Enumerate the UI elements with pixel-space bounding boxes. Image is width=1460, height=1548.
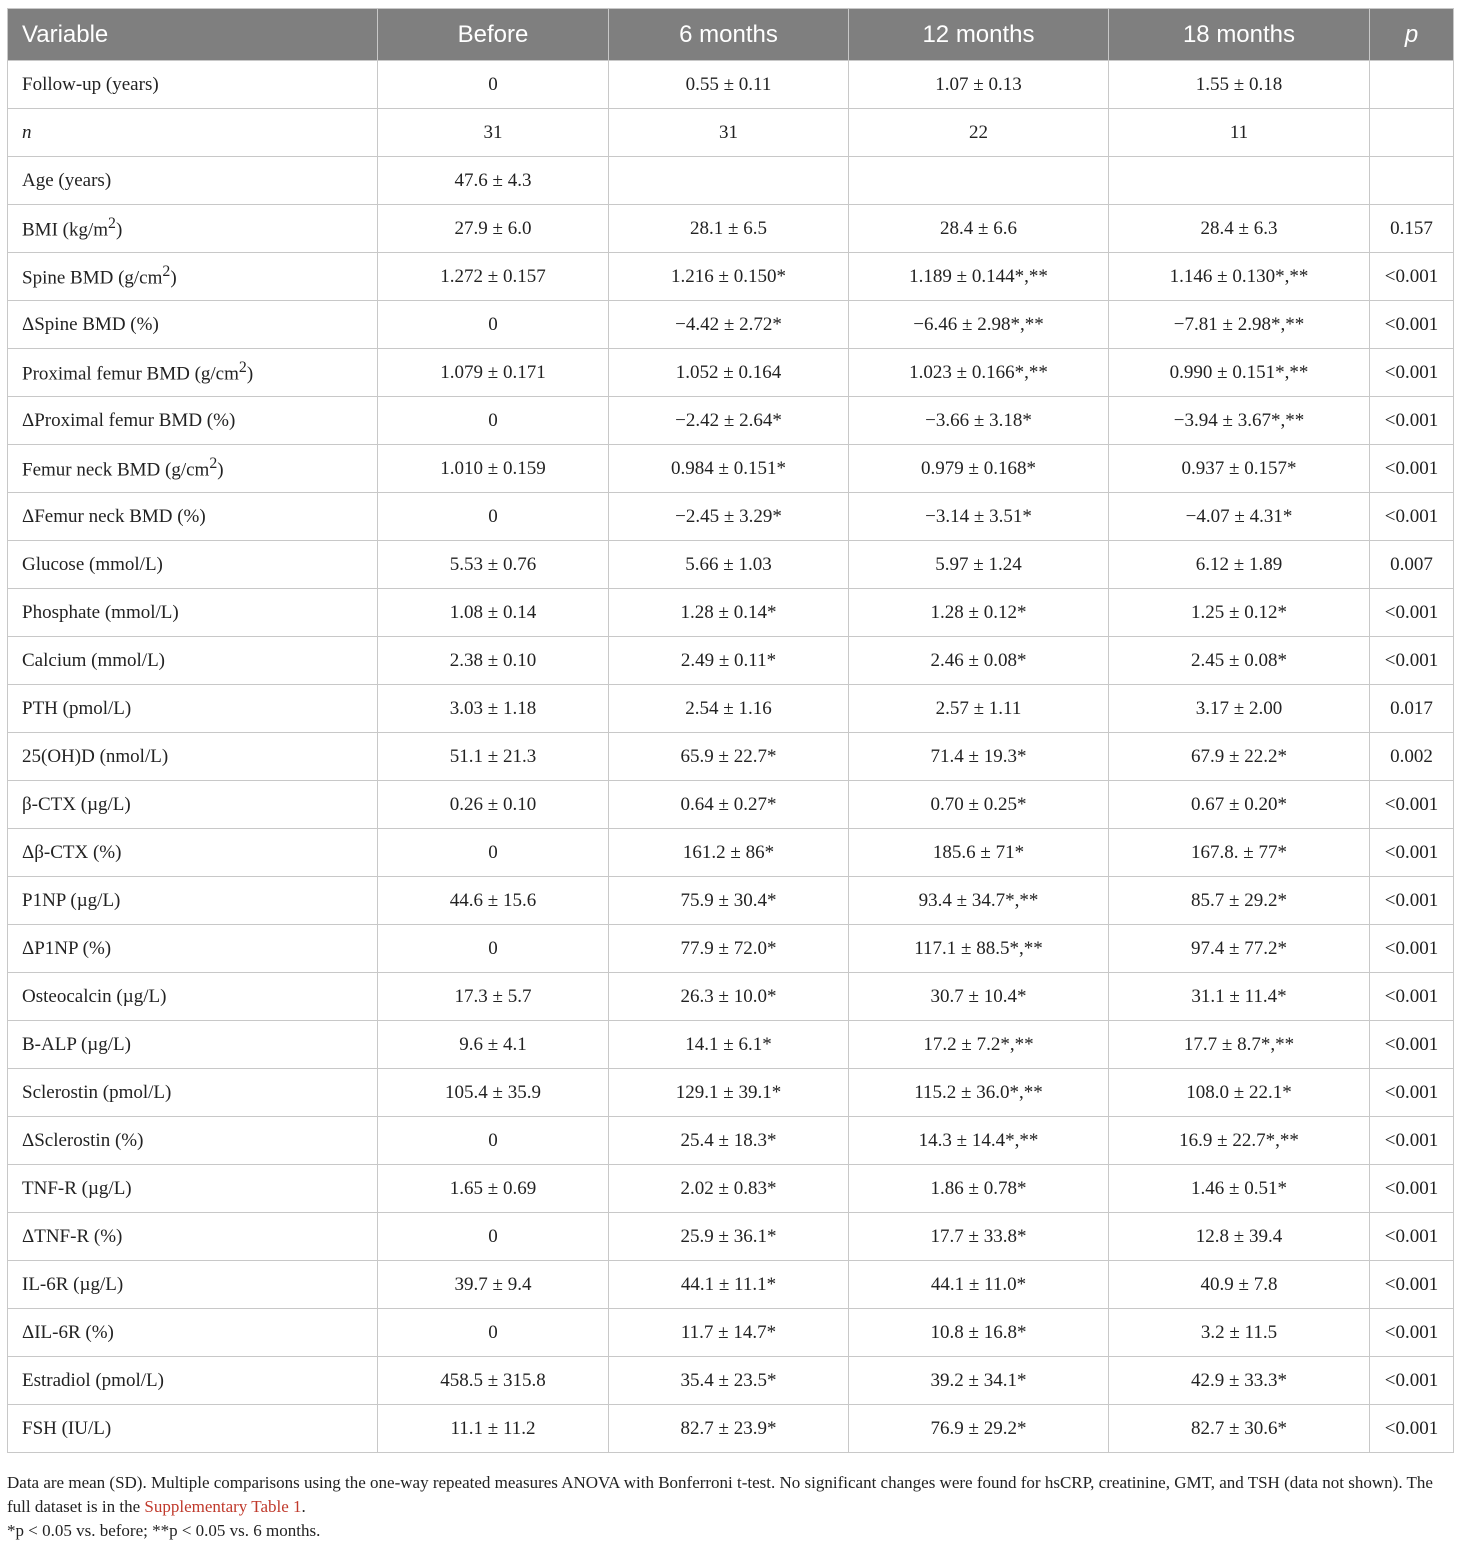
cell-12-months: 10.8 ± 16.8* [849,1309,1109,1357]
variable-label: PTH (pmol/L) [22,697,132,719]
cell-6-months: 1.052 ± 0.164 [609,349,849,397]
cell-18-months: 1.46 ± 0.51* [1109,1165,1370,1213]
cell-p-value: <0.001 [1370,301,1454,349]
cell-p-value: <0.001 [1370,973,1454,1021]
cell-before: 1.010 ± 0.159 [378,445,609,493]
cell-12-months: 185.6 ± 71* [849,829,1109,877]
table-row [8,397,1454,445]
cell-6-months: 2.49 ± 0.11* [609,637,849,685]
cell-before: 1.272 ± 0.157 [378,253,609,301]
cell-p-value: <0.001 [1370,253,1454,301]
table-row [8,109,1454,157]
cell-12-months: −3.14 ± 3.51* [849,493,1109,541]
cell-p-value: <0.001 [1370,877,1454,925]
results-table-container [7,8,1453,1453]
header-p-value: p [1370,9,1454,61]
cell-before: 0 [378,1117,609,1165]
cell-6-months: −4.42 ± 2.72* [609,301,849,349]
cell-variable [8,1261,378,1309]
cell-before: 27.9 ± 6.0 [378,205,609,253]
variable-label: ΔIL-6R (%) [22,1321,114,1343]
cell-p-value: 0.007 [1370,541,1454,589]
table-row [8,301,1454,349]
cell-18-months: 1.25 ± 0.12* [1109,589,1370,637]
variable-label: Follow-up (years) [22,73,159,95]
variable-label: ΔSclerostin (%) [22,1129,144,1151]
footnote-text: Data are mean (SD). Multiple comparisons using the one-way repeated measures ANOVA with Bonferroni t-test. No significant changes were found for hsCRP, creatinine, GMT, and TSH (data not shown). The full dataset is in the [7,1473,1433,1516]
footnote-text-end: . [301,1497,306,1516]
table-row [8,1357,1454,1405]
table-row [8,685,1454,733]
table-row [8,1117,1454,1165]
cell-variable [8,1021,378,1069]
cell-12-months: 0.70 ± 0.25* [849,781,1109,829]
cell-6-months [609,157,849,205]
cell-18-months: 1.55 ± 0.18 [1109,61,1370,109]
table-row [8,157,1454,205]
cell-p-value: <0.001 [1370,637,1454,685]
cell-18-months: 82.7 ± 30.6* [1109,1405,1370,1453]
cell-before: 3.03 ± 1.18 [378,685,609,733]
table-row [8,1309,1454,1357]
cell-6-months: 26.3 ± 10.0* [609,973,849,1021]
cell-p-value: <0.001 [1370,1021,1454,1069]
cell-6-months: 25.9 ± 36.1* [609,1213,849,1261]
cell-12-months: 1.023 ± 0.166*,** [849,349,1109,397]
variable-unit-superscript: 2 [238,359,247,377]
cell-variable [8,541,378,589]
cell-18-months: 6.12 ± 1.89 [1109,541,1370,589]
table-header-row [8,9,1454,61]
cell-p-value: <0.001 [1370,1213,1454,1261]
cell-variable [8,637,378,685]
cell-6-months: 161.2 ± 86* [609,829,849,877]
cell-variable [8,973,378,1021]
cell-before: 0 [378,493,609,541]
variable-label: IL-6R (µg/L) [22,1273,124,1295]
cell-p-value: <0.001 [1370,1117,1454,1165]
table-body [8,61,1454,1453]
cell-6-months: −2.42 ± 2.64* [609,397,849,445]
cell-18-months: 42.9 ± 33.3* [1109,1357,1370,1405]
cell-18-months: 0.990 ± 0.151*,** [1109,349,1370,397]
cell-12-months: 2.57 ± 1.11 [849,685,1109,733]
header-6-months: 6 months [609,9,849,61]
header-variable: Variable [8,9,378,61]
cell-6-months: 31 [609,109,849,157]
table-row [8,973,1454,1021]
cell-before: 51.1 ± 21.3 [378,733,609,781]
cell-before: 0 [378,301,609,349]
cell-6-months: 77.9 ± 72.0* [609,925,849,973]
cell-6-months: 0.55 ± 0.11 [609,61,849,109]
header-before: Before [378,9,609,61]
cell-before: 9.6 ± 4.1 [378,1021,609,1069]
cell-6-months: 65.9 ± 22.7* [609,733,849,781]
cell-12-months: 93.4 ± 34.7*,** [849,877,1109,925]
cell-p-value: <0.001 [1370,1261,1454,1309]
cell-before: 0 [378,829,609,877]
cell-p-value: <0.001 [1370,1309,1454,1357]
cell-12-months: 1.189 ± 0.144*,** [849,253,1109,301]
cell-variable [8,253,378,301]
variable-label: Estradiol (pmol/L) [22,1369,164,1391]
variable-label: Spine BMD (g/cm [22,267,163,289]
variable-label: ΔFemur neck BMD (%) [22,505,206,527]
cell-before: 0 [378,397,609,445]
cell-12-months: 44.1 ± 11.0* [849,1261,1109,1309]
cell-12-months: 76.9 ± 29.2* [849,1405,1109,1453]
variable-label: 25(OH)D (nmol/L) [22,745,169,767]
cell-before: 39.7 ± 9.4 [378,1261,609,1309]
cell-18-months: 12.8 ± 39.4 [1109,1213,1370,1261]
cell-before: 0 [378,925,609,973]
variable-label: ΔProximal femur BMD (%) [22,409,236,431]
cell-variable [8,493,378,541]
cell-18-months: 11 [1109,109,1370,157]
cell-p-value: <0.001 [1370,829,1454,877]
variable-unit-superscript: 2 [108,215,116,233]
cell-18-months: 167.8. ± 77* [1109,829,1370,877]
variable-label: BMI (kg/m [22,219,109,241]
cell-variable [8,1069,378,1117]
cell-12-months: −3.66 ± 3.18* [849,397,1109,445]
table-row [8,1069,1454,1117]
cell-variable [8,205,378,253]
cell-variable [8,1357,378,1405]
cell-6-months: 14.1 ± 6.1* [609,1021,849,1069]
cell-12-months: 22 [849,109,1109,157]
cell-18-months: 3.17 ± 2.00 [1109,685,1370,733]
table-footnote [7,1471,1453,1543]
supplementary-table-link[interactable]: Supplementary Table 1 [144,1497,302,1516]
variable-label: Phosphate (mmol/L) [22,601,179,623]
table-row [8,1021,1454,1069]
cell-p-value: <0.001 [1370,1405,1454,1453]
cell-before: 0 [378,1213,609,1261]
cell-variable [8,781,378,829]
footnote-methods [7,1471,1453,1519]
cell-6-months: 35.4 ± 23.5* [609,1357,849,1405]
cell-p-value: <0.001 [1370,1357,1454,1405]
cell-12-months: 71.4 ± 19.3* [849,733,1109,781]
cell-before: 17.3 ± 5.7 [378,973,609,1021]
variable-label: FSH (IU/L) [22,1417,112,1439]
cell-before: 1.08 ± 0.14 [378,589,609,637]
cell-p-value [1370,109,1454,157]
table-row [8,781,1454,829]
cell-variable [8,733,378,781]
variable-label: Femur neck BMD (g/cm [22,459,210,481]
cell-variable [8,349,378,397]
cell-18-months: 17.7 ± 8.7*,** [1109,1021,1370,1069]
cell-before: 5.53 ± 0.76 [378,541,609,589]
cell-p-value: 0.017 [1370,685,1454,733]
cell-6-months: 129.1 ± 39.1* [609,1069,849,1117]
cell-6-months: 0.64 ± 0.27* [609,781,849,829]
variable-unit-superscript: 2 [209,455,218,473]
cell-6-months: 2.54 ± 1.16 [609,685,849,733]
cell-18-months: 31.1 ± 11.4* [1109,973,1370,1021]
cell-12-months: 1.07 ± 0.13 [849,61,1109,109]
cell-variable [8,397,378,445]
cell-12-months: −6.46 ± 2.98*,** [849,301,1109,349]
cell-before: 44.6 ± 15.6 [378,877,609,925]
cell-variable [8,301,378,349]
cell-6-months: 1.28 ± 0.14* [609,589,849,637]
table-row [8,733,1454,781]
cell-12-months: 17.7 ± 33.8* [849,1213,1109,1261]
cell-variable [8,157,378,205]
cell-6-months: 11.7 ± 14.7* [609,1309,849,1357]
cell-p-value: <0.001 [1370,781,1454,829]
variable-label: Proximal femur BMD (g/cm [22,363,239,385]
cell-6-months: 44.1 ± 11.1* [609,1261,849,1309]
cell-12-months: 0.979 ± 0.168* [849,445,1109,493]
cell-p-value: <0.001 [1370,493,1454,541]
cell-variable [8,1117,378,1165]
cell-before: 11.1 ± 11.2 [378,1405,609,1453]
table-row [8,1213,1454,1261]
cell-p-value [1370,157,1454,205]
variable-label: Sclerostin (pmol/L) [22,1081,172,1103]
variable-label: P1NP (µg/L) [22,889,121,911]
table-row [8,205,1454,253]
cell-18-months: −4.07 ± 4.31* [1109,493,1370,541]
table-row [8,493,1454,541]
cell-12-months: 5.97 ± 1.24 [849,541,1109,589]
cell-12-months: 1.28 ± 0.12* [849,589,1109,637]
cell-p-value: <0.001 [1370,925,1454,973]
table-row [8,877,1454,925]
table-row [8,1165,1454,1213]
cell-6-months: 1.216 ± 0.150* [609,253,849,301]
cell-before: 1.079 ± 0.171 [378,349,609,397]
cell-18-months: 2.45 ± 0.08* [1109,637,1370,685]
cell-p-value: <0.001 [1370,349,1454,397]
cell-12-months: 39.2 ± 34.1* [849,1357,1109,1405]
cell-variable [8,109,378,157]
variable-label-suffix: ) [246,363,254,385]
cell-before: 0 [378,61,609,109]
table-row [8,829,1454,877]
cell-18-months: −7.81 ± 2.98*,** [1109,301,1370,349]
cell-variable [8,1309,378,1357]
cell-p-value: <0.001 [1370,445,1454,493]
cell-12-months: 2.46 ± 0.08* [849,637,1109,685]
cell-18-months: 3.2 ± 11.5 [1109,1309,1370,1357]
cell-before: 105.4 ± 35.9 [378,1069,609,1117]
variable-label-suffix: ) [170,267,177,289]
cell-12-months: 30.7 ± 10.4* [849,973,1109,1021]
table-row [8,925,1454,973]
variable-label: ΔP1NP (%) [22,937,112,959]
cell-18-months: 0.937 ± 0.157* [1109,445,1370,493]
cell-p-value: 0.157 [1370,205,1454,253]
cell-p-value: <0.001 [1370,1069,1454,1117]
cell-12-months: 117.1 ± 88.5*,** [849,925,1109,973]
table-row [8,445,1454,493]
cell-variable [8,829,378,877]
cell-6-months: 2.02 ± 0.83* [609,1165,849,1213]
cell-12-months: 14.3 ± 14.4*,** [849,1117,1109,1165]
cell-6-months: −2.45 ± 3.29* [609,493,849,541]
cell-6-months: 28.1 ± 6.5 [609,205,849,253]
variable-label: TNF-R (µg/L) [22,1177,132,1199]
table-row [8,589,1454,637]
cell-p-value: <0.001 [1370,397,1454,445]
variable-label: ΔSpine BMD (%) [22,313,159,335]
cell-12-months: 1.86 ± 0.78* [849,1165,1109,1213]
table-row [8,541,1454,589]
cell-variable [8,445,378,493]
cell-18-months: 28.4 ± 6.3 [1109,205,1370,253]
cell-p-value [1370,61,1454,109]
cell-6-months: 25.4 ± 18.3* [609,1117,849,1165]
cell-variable [8,61,378,109]
cell-before: 2.38 ± 0.10 [378,637,609,685]
cell-6-months: 5.66 ± 1.03 [609,541,849,589]
cell-12-months [849,157,1109,205]
cell-p-value: <0.001 [1370,589,1454,637]
cell-12-months: 115.2 ± 36.0*,** [849,1069,1109,1117]
cell-before: 0.26 ± 0.10 [378,781,609,829]
variable-label: B-ALP (µg/L) [22,1033,131,1055]
cell-before: 1.65 ± 0.69 [378,1165,609,1213]
cell-p-value: 0.002 [1370,733,1454,781]
cell-before: 458.5 ± 315.8 [378,1357,609,1405]
results-table [7,8,1454,1453]
cell-variable [8,925,378,973]
variable-label-suffix: ) [217,459,224,481]
header-18-months: 18 months [1109,9,1370,61]
cell-18-months [1109,157,1370,205]
table-row [8,1261,1454,1309]
variable-label: Age (years) [22,169,112,191]
table-row [8,253,1454,301]
cell-18-months: 97.4 ± 77.2* [1109,925,1370,973]
variable-label: n [22,121,32,143]
cell-variable [8,589,378,637]
cell-variable [8,877,378,925]
variable-label: Glucose (mmol/L) [22,553,163,575]
table-row [8,349,1454,397]
cell-variable [8,1405,378,1453]
cell-18-months: 108.0 ± 22.1* [1109,1069,1370,1117]
variable-label: Calcium (mmol/L) [22,649,166,671]
footnote-significance: *p < 0.05 vs. before; **p < 0.05 vs. 6 months. [7,1521,321,1540]
variable-label: Δβ-CTX (%) [22,841,122,863]
cell-18-months: −3.94 ± 3.67*,** [1109,397,1370,445]
cell-18-months: 0.67 ± 0.20* [1109,781,1370,829]
cell-before: 47.6 ± 4.3 [378,157,609,205]
cell-before: 31 [378,109,609,157]
cell-6-months: 0.984 ± 0.151* [609,445,849,493]
cell-18-months: 67.9 ± 22.2* [1109,733,1370,781]
table-row [8,637,1454,685]
header-12-months: 12 months [849,9,1109,61]
cell-6-months: 82.7 ± 23.9* [609,1405,849,1453]
cell-18-months: 85.7 ± 29.2* [1109,877,1370,925]
variable-unit-superscript: 2 [162,263,171,281]
cell-18-months: 16.9 ± 22.7*,** [1109,1117,1370,1165]
variable-label-suffix: ) [115,219,123,241]
variable-label: Osteocalcin (µg/L) [22,985,167,1007]
variable-label: ΔTNF-R (%) [22,1225,123,1247]
table-row [8,1405,1454,1453]
cell-6-months: 75.9 ± 30.4* [609,877,849,925]
cell-p-value: <0.001 [1370,1165,1454,1213]
table-row [8,61,1454,109]
variable-label: β-CTX (µg/L) [22,793,131,815]
cell-variable [8,1213,378,1261]
cell-variable [8,1165,378,1213]
cell-12-months: 28.4 ± 6.6 [849,205,1109,253]
cell-before: 0 [378,1309,609,1357]
cell-variable [8,685,378,733]
cell-18-months: 40.9 ± 7.8 [1109,1261,1370,1309]
cell-12-months: 17.2 ± 7.2*,** [849,1021,1109,1069]
cell-18-months: 1.146 ± 0.130*,** [1109,253,1370,301]
